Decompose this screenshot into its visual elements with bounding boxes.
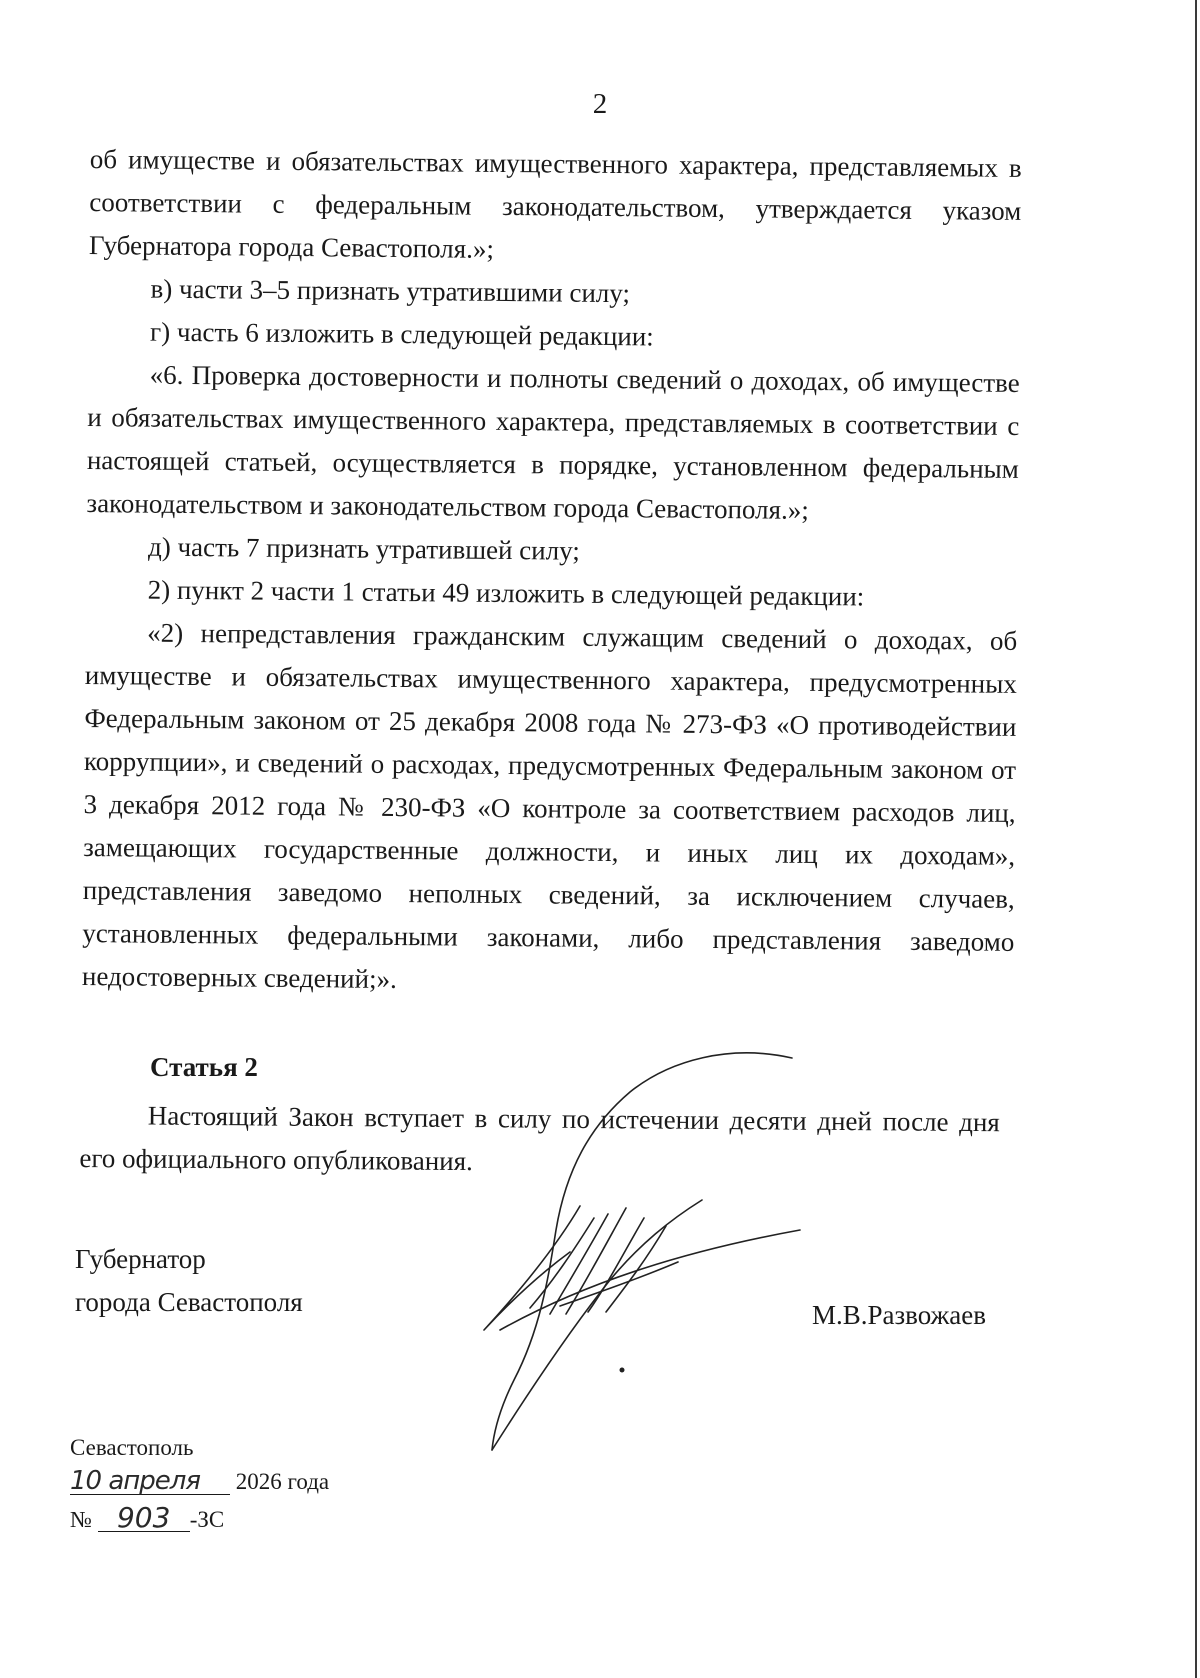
law-number bbox=[70, 1501, 225, 1534]
number-suffix: -ЗС bbox=[189, 1507, 225, 1532]
page-number: 2 bbox=[592, 88, 608, 120]
signatory-title-line2: города Севастополя bbox=[75, 1287, 303, 1317]
handwritten-date: 10 апреля bbox=[70, 1468, 230, 1495]
paragraph-continuation: об имуществе и обязательствах имущественного характера, представляемых в соответствии с федеральным законодательством, утверждается указом Губернатора города Севастополя.»; bbox=[88, 143, 1022, 264]
handwritten-signature bbox=[470, 1030, 810, 1460]
paragraph-item-v: в) части 3–5 признать утратившими силу; bbox=[150, 273, 631, 309]
scan-edge bbox=[1195, 0, 1197, 1678]
paragraph-point-2-text: «2) непредставления гражданским служащим сведений о доходах, об имуществе и обязательствах имущественного характера, предусмотренных Федеральным законом от 25 декабря 2008 года № 273-ФЗ «О противодействии коррупции», и сведений о расходах, предусмотренных Федеральным законом от 3 декабря 2012 года № 230-ФЗ «О контроле за соответствием расходов лиц, замещающих государственные должности, и иных лиц их доходам», представления заведомо неполных сведений, за исключением случаев, установленных федеральными законами, либо представления заведомо недостоверных сведений;». bbox=[81, 617, 1018, 994]
paragraph-point-2: 2) пункт 2 части 1 статьи 49 изложить в следующей редакции: bbox=[147, 574, 865, 612]
number-prefix: № bbox=[70, 1507, 92, 1532]
document-body bbox=[82, 138, 1022, 1007]
date-year: 2026 года bbox=[235, 1469, 330, 1494]
signatory-title bbox=[75, 1238, 303, 1324]
signatory-title-line1: Губернатор bbox=[75, 1244, 206, 1274]
place-of-signing: Севастополь bbox=[70, 1435, 194, 1460]
signing-date bbox=[70, 1468, 329, 1495]
handwritten-number: 903 bbox=[98, 1505, 190, 1532]
signatory-name: М.В.Развожаев bbox=[812, 1300, 986, 1330]
article-heading: Статья 2 bbox=[150, 1052, 258, 1082]
paragraph-item-g: г) часть 6 изложить в следующей редакции: bbox=[150, 316, 654, 352]
paragraph-item-d: д) часть 7 признать утратившей силу; bbox=[147, 531, 580, 566]
article-text: Настоящий Закон вступает в силу по истечении десяти дней после дня его официального опубликования. bbox=[79, 1100, 1000, 1177]
paragraph-part-6: «6. Проверка достоверности и полноты сведений о доходах, об имуществе и обязательствах имущественного характера, представляемых в соответствии с настоящей статьей, осуществляется в порядке, установленном федеральным законодательством и законодательством города Севастополя.»; bbox=[86, 359, 1020, 525]
